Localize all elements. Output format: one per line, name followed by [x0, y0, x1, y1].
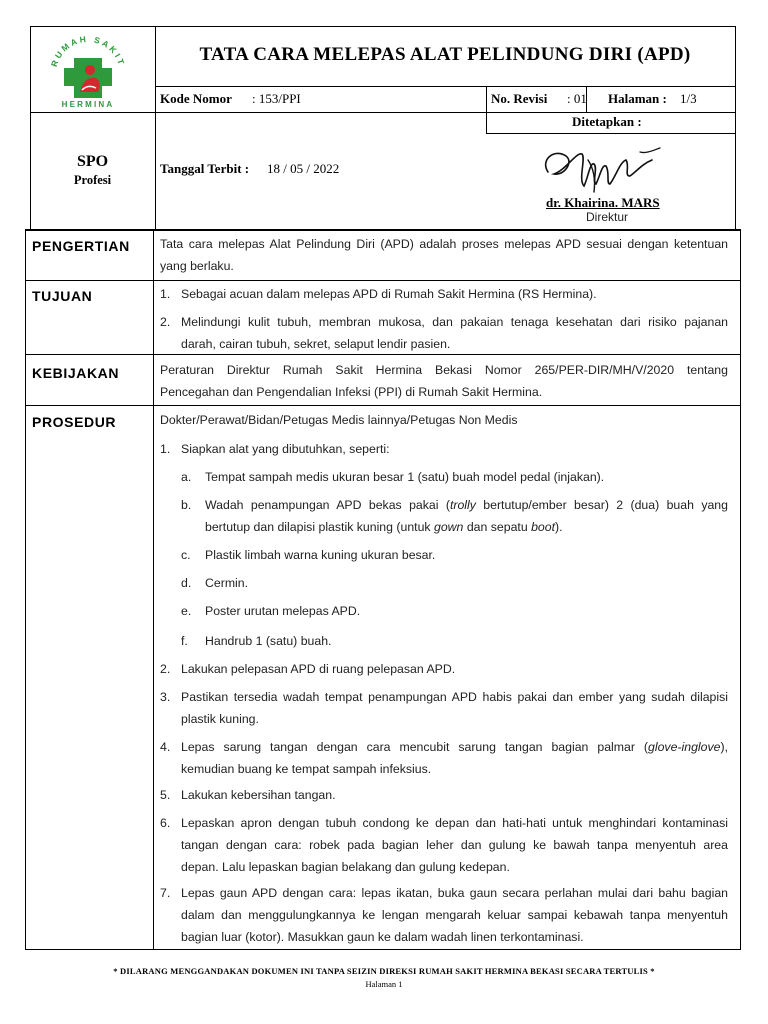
- sub-a: Tempat sampah medis ukuran besar 1 (satu) buah model pedal (injakan).: [205, 470, 605, 484]
- logo-cross-icon: [64, 58, 112, 98]
- step-4: [181, 736, 728, 780]
- step-7-line-3: bagian luar (kotor). Masukkan gaun ke dalam wadah linen terkontaminasi.: [181, 930, 584, 944]
- tanggal-label: Tanggal Terbit :: [160, 161, 250, 176]
- kebijakan-line-2: Pencegahan dan Pengendalian Infeksi (PPI) di Rumah Sakit Hermina.: [160, 385, 543, 399]
- ditetapkan-label: Ditetapkan :: [572, 114, 642, 129]
- step-2: Lakukan pelepasan APD di ruang pelepasan APD.: [181, 662, 456, 676]
- sub-letter-f: f.: [181, 634, 188, 648]
- tujuan-num-1: 1.: [160, 287, 171, 301]
- step-6-line-1: Lepaskan apron dengan tubuh condong ke depan dan hati-hati untuk menghindari kontaminasi: [181, 816, 728, 830]
- step-4-line-2: kemudian buang ke tempat sampah infeksius.: [181, 762, 432, 776]
- section-label-prosedur: PROSEDUR: [32, 414, 117, 430]
- prosedur-intro: Dokter/Perawat/Bidan/Petugas Medis lainnya/Petugas Non Medis: [160, 413, 518, 427]
- step-3: [181, 686, 728, 730]
- tanggal-value: 18 / 05 / 2022: [267, 161, 340, 176]
- kebijakan-text: [160, 359, 728, 403]
- step-5: Lakukan kebersihan tangan.: [181, 788, 336, 802]
- footer-page-number: Halaman 1: [365, 979, 403, 989]
- step-num-7: 7.: [160, 886, 171, 900]
- pengertian-line-1: Tata cara melepas Alat Pelindung Diri (APD) adalah proses melepas APD sesuai dengan ketentuan: [160, 237, 728, 251]
- hermina-logo: [40, 32, 136, 108]
- sub-f: Handrub 1 (satu) buah.: [205, 634, 332, 648]
- section-label-tujuan: TUJUAN: [32, 288, 93, 304]
- pengertian-line-2: yang berlaku.: [160, 259, 234, 273]
- kode-label: Kode Nomor: [160, 91, 232, 106]
- step-7: [181, 882, 728, 948]
- logo-bottom-text: HERMINA: [61, 100, 115, 108]
- pengertian-text: [160, 233, 728, 277]
- signer-name: dr. Khairina. MARS: [546, 195, 660, 210]
- step-6-line-3: depan. Lalu lepaskan bagian belakang dan gulung kedepan.: [181, 860, 510, 874]
- step-num-3: 3.: [160, 690, 171, 704]
- kebijakan-line-1: Peraturan Direktur Rumah Sakit Hermina Bekasi Nomor 265/PER-DIR/MH/V/2020 tentang: [160, 363, 728, 377]
- section-label-kebijakan: KEBIJAKAN: [32, 365, 120, 381]
- sub-b-line-1: Wadah penampungan APD bekas pakai (trolly bertutup/ember besar) 2 (dua) buah yang: [205, 498, 728, 512]
- step-3-line-2: plastik kuning.: [181, 712, 259, 726]
- step-num-2: 2.: [160, 662, 171, 676]
- step-7-line-2: dalam dan menggulungkannya ke lengan mengarah keluar sampai kebawah tanpa menyentuh: [181, 908, 728, 922]
- step-num-5: 5.: [160, 788, 171, 802]
- step-7-line-1: Lepas gaun APD dengan cara: lepas ikatan, buka gaun secara perlahan mulai dari bahu bagian: [181, 886, 728, 900]
- tujuan-item-2-line-2: darah, cairan tubuh, sekret, selaput lendir pasien.: [181, 337, 451, 351]
- tujuan-item-2: [181, 311, 728, 355]
- spo-label: SPO: [76, 153, 109, 170]
- step-num-4: 4.: [160, 740, 171, 754]
- step-3-line-1: Pastikan tersedia wadah tempat penampungan APD habis pakai dan ember yang sudah dilapisi: [181, 690, 728, 704]
- footer-notice: * DILARANG MENGGANDAKAN DOKUMEN INI TANPA SEIZIN DIREKSI RUMAH SAKIT HERMINA BEKASI SECARA TERTULIS *: [113, 966, 655, 976]
- director-signature: [536, 142, 666, 198]
- revisi-value: : 01: [567, 91, 587, 106]
- step-num-1: 1.: [160, 442, 171, 456]
- halaman-label: Halaman :: [608, 91, 667, 106]
- logo-top-text: RUMAH SAKIT: [48, 33, 128, 68]
- signer-title: Direktur: [586, 210, 629, 224]
- halaman-value: 1/3: [680, 91, 697, 106]
- step-4-line-1: Lepas sarung tangan dengan cara mencubit sarung tangan bagian palmar (glove-inglove),: [181, 740, 728, 754]
- sub-letter-d: d.: [181, 576, 192, 590]
- step-1: Siapkan alat yang dibutuhkan, seperti:: [181, 442, 390, 456]
- sub-e: Poster urutan melepas APD.: [205, 604, 361, 618]
- profesi-label: Profesi: [73, 173, 112, 187]
- sub-letter-e: e.: [181, 604, 192, 618]
- sub-letter-a: a.: [181, 470, 192, 484]
- tujuan-item-1: Sebagai acuan dalam melepas APD di Rumah Sakit Hermina (RS Hermina).: [181, 287, 597, 301]
- step-6: [181, 812, 728, 878]
- section-label-pengertian: PENGERTIAN: [32, 238, 130, 254]
- step-6-line-2: tangan dengan cara: robek pada bagian leher dan gulung ke bawah tanpa menyentuh area: [181, 838, 728, 852]
- sub-c: Plastik limbah warna kuning ukuran besar.: [205, 548, 436, 562]
- sub-b: [205, 494, 728, 538]
- sub-letter-c: c.: [181, 548, 191, 562]
- sub-d: Cermin.: [205, 576, 249, 590]
- sub-b-line-2: bertutup dan dilapisi plastik kuning (untuk gown dan sepatu boot).: [205, 520, 563, 534]
- tujuan-num-2: 2.: [160, 315, 171, 329]
- step-num-6: 6.: [160, 816, 171, 830]
- tujuan-item-2-line-1: Melindungi kulit tubuh, membran mukosa, dan pakaian tenaga kesehatan dari risiko pajanan: [181, 315, 728, 329]
- revisi-label: No. Revisi: [491, 91, 548, 106]
- sub-letter-b: b.: [181, 498, 192, 512]
- document-title: TATA CARA MELEPAS ALAT PELINDUNG DIRI (APD): [199, 44, 691, 65]
- kode-value: : 153/PPI: [252, 91, 301, 106]
